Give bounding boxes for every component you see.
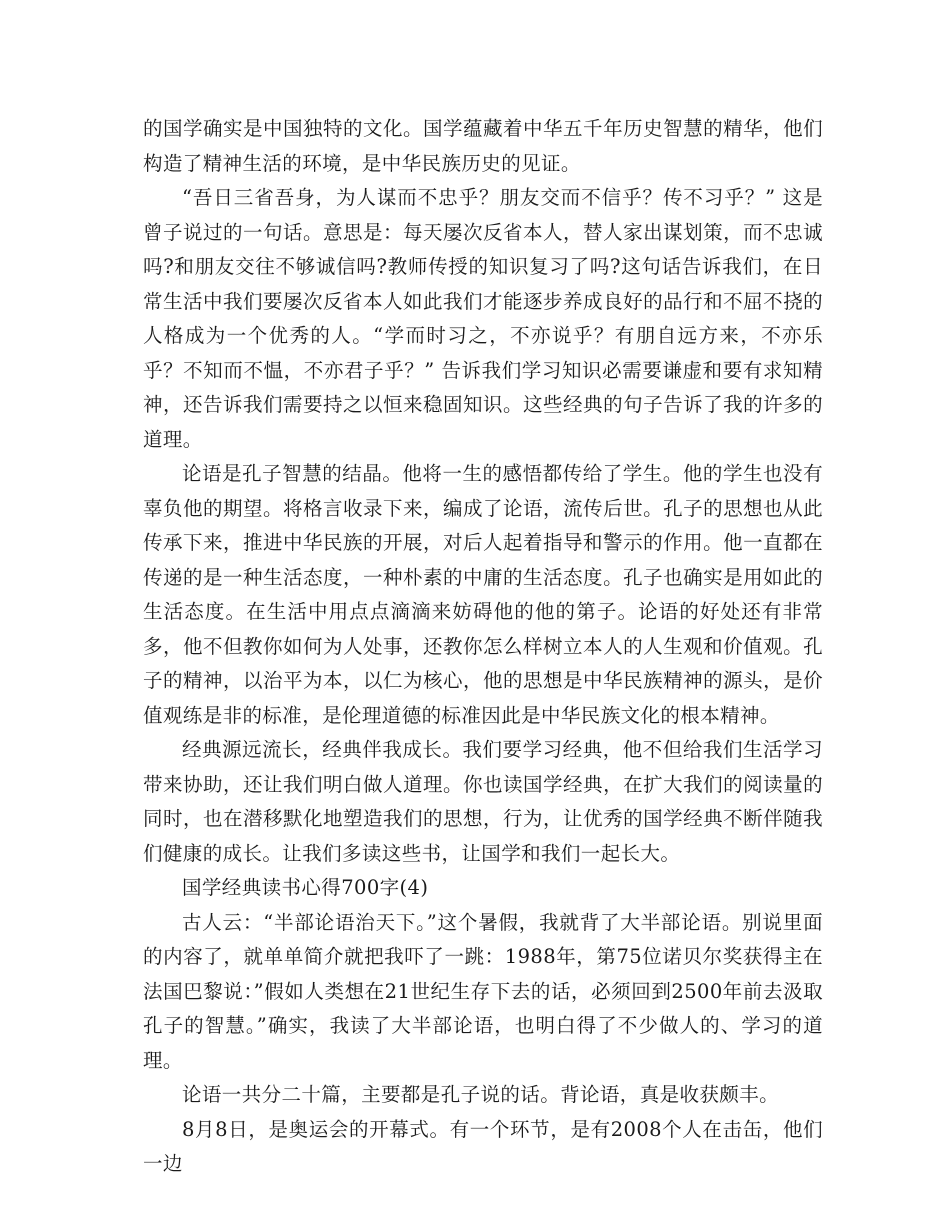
paragraph-olympics: 8月8日，是奥运会的开幕式。有一个环节，是有2008个人在击缶，他们一边: [143, 1117, 823, 1175]
paragraph-zengzi-quote: “吾日三省吾身，为人谋而不忠乎？朋友交而不信乎？传不习乎？” 这是曾子说过的一句话。意思是：每天屡次反省本人，替人家出谋划策，而不忠诚吗?和朋友交往不够诚信吗?教师传授的知识复习了吗?这句话告诉我们，在日常生活中我们要屡次反省本人如此我们才能逐步养成良好的品行和不屈不挠的人格成为一个优秀的人。“学而时习之，不亦说乎？有朋自远方来，不亦乐乎？不知而不愠，不亦君子乎？” 告诉我们学习知识必需要谦虚和要有求知精神，还告诉我们需要持之以恒来稳固知识。这些经典的句子告诉了我的许多的道理。: [143, 186, 823, 451]
paragraph-analects-wisdom: 论语是孔子智慧的结晶。他将一生的感悟都传给了学生。他的学生也没有辜负他的期望。将格言收录下来，编成了论语，流传后世。孔子的思想也从此传承下来，推进中华民族的开展，对后人起着指导和警示的作用。他一直都在传递的是一种生活态度，一种朴素的中庸的生活态度。孔子也确实是用如此的生活态度。在生活中用点点滴滴来妨碍他的他的第子。论语的好处还有非常多，他不但教你如何为人处事，还教你怎么样树立本人的人生观和价值观。孔子的精神，以治平为本，以仁为核心，他的思想是中华民族精神的源头，是价值观练是非的标准，是伦理道德的标准因此是中华民族文化的根本精神。: [143, 462, 823, 727]
paragraph-intro-continuation: 的国学确实是中国独特的文化。国学蕴藏着中华五千年历史智慧的精华，他们构造了精神生活的环境，是中华民族历史的见证。: [143, 117, 823, 175]
paragraph-twenty-chapters: 论语一共分二十篇，主要都是孔子说的话。背论语，真是收获颇丰。: [182, 1083, 780, 1106]
document-page: [143, 112, 823, 1182]
paragraph-classics-growth: 经典源远流长，经典伴我成长。我们要学习经典，他不但给我们生活学习带来协助，还让我们明白做人道理。你也读国学经典，在扩大我们的阅读量的同时，也在潜移默化地塑造我们的思想，行为，让优秀的国学经典不断伴随我们健康的成长。让我们多读这些书，让国学和我们一起长大。: [143, 738, 823, 865]
paragraph-half-analects: 古人云：“半部论语治天下。”这个暑假，我就背了大半部论语。别说里面的内容了，就单单简介就把我吓了一跳：1988年，第75位诺贝尔奖获得主在法国巴黎说：”假如人类想在21世纪生存下去的话，必须回到2500年前去汲取孔子的智慧。”确实，我读了大半部论语，也明白得了不少做人的、学习的道理。: [143, 910, 823, 1072]
section-heading: 国学经典读书心得700字(4): [182, 876, 429, 899]
